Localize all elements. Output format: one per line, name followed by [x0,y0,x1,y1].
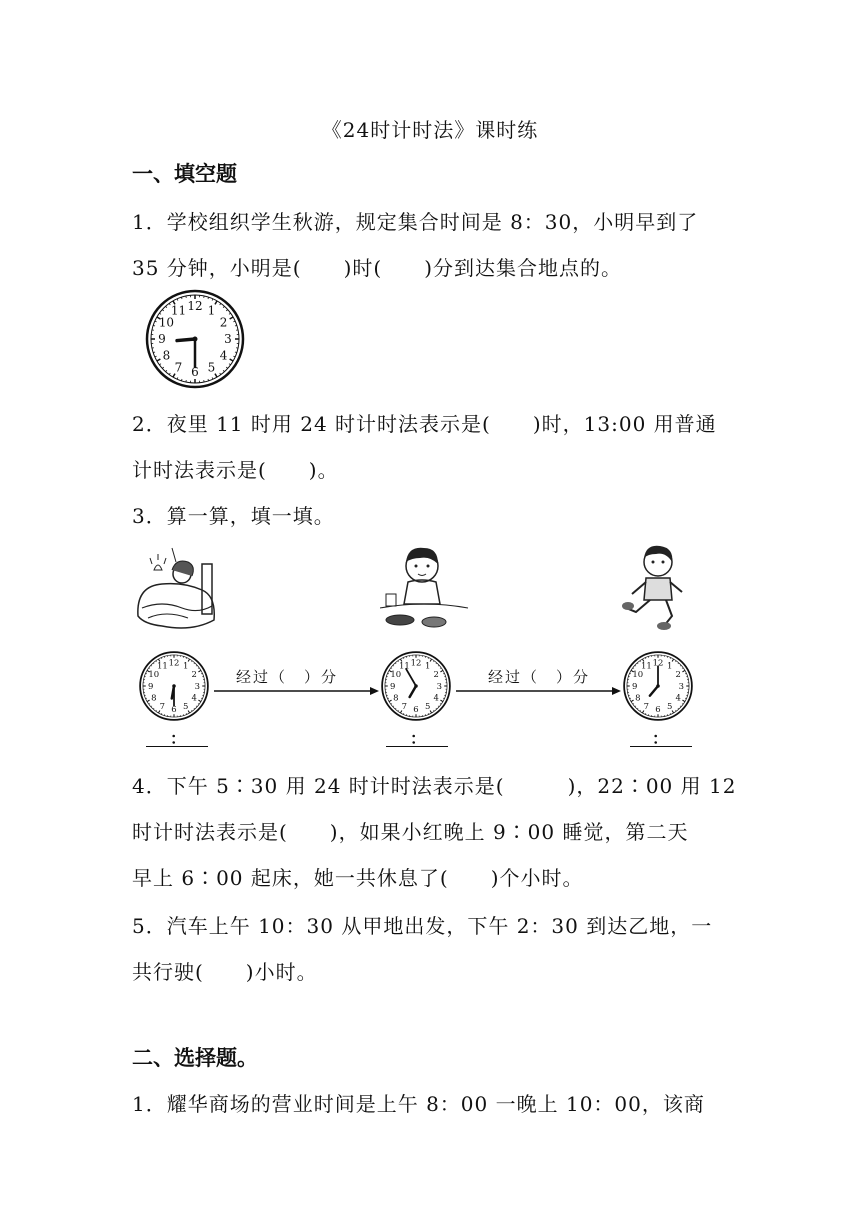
clock-number: 2 [675,669,681,680]
clock-number: 4 [675,692,681,703]
clock-number: 9 [390,680,396,691]
arrow-right-icon [456,682,622,701]
clock-number: 3 [224,332,232,346]
clock-number: 9 [148,680,154,691]
clock-number: 8 [635,692,641,703]
clock-number: 10 [390,669,402,680]
clock-number: 11 [156,660,168,671]
q3-clock1-icon [138,650,210,722]
q3-clock3-icon [622,650,694,722]
clock-number: 11 [640,660,652,671]
q2-line1: 2．夜里 11 时用 24 时计时法表示是( )时，13:00 用普通 [132,412,717,436]
q3-line1: 3．算一算，填一填。 [132,504,335,528]
clock-number: 4 [219,348,228,363]
q5-line2: 共行驶( )小时。 [132,960,318,984]
clock-number: 10 [148,669,160,680]
clock-number: 1 [424,660,431,671]
clock-number: 5 [666,700,673,711]
clock-number: 8 [393,692,399,703]
clock-number: 3 [194,680,200,691]
answer-colon: ： [410,729,427,748]
clock-number: 11 [170,303,187,318]
q1-line1: 1．学校组织学生秋游，规定集合时间是 8：30，小明早到了 [132,210,699,234]
clock-number: 5 [424,700,431,711]
clock-number: 7 [159,700,166,711]
answer-colon: ： [652,729,669,748]
clock-number: 5 [182,700,189,711]
clock-number: 7 [401,700,408,711]
girl-sleeping-picture [132,546,222,636]
q4-line3: 早上 6∶00 起床，她一共休息了( )个小时。 [132,866,584,890]
q4-line2: 时计时法表示是( )，如果小红晚上 9∶00 睡觉，第二天 [132,820,689,844]
clock-number: 10 [632,669,644,680]
clock-number: 7 [174,360,183,375]
clock-number: 4 [191,692,197,703]
clock-number: 11 [398,660,410,671]
clock-number: 2 [433,669,439,680]
arrow1-label: 经过（ ）分 [236,668,339,686]
clock-number: 9 [158,332,166,346]
clock-number: 12 [187,299,203,313]
q2-line2: 计时法表示是( )。 [132,458,339,482]
boy-running-picture [622,542,692,636]
clock-number: 1 [207,303,216,318]
clock-number: 1 [182,660,189,671]
s2-q1-line1: 1．耀华商场的营业时间是上午 8：00 一晚上 10：00，该商 [132,1092,705,1116]
clock-number: 6 [655,704,661,715]
clock-number: 4 [433,692,439,703]
clock-number: 2 [219,315,228,330]
arrow-right-icon [214,682,380,701]
boy-eating-picture [380,542,470,636]
clock-number: 5 [207,360,216,375]
clock-number: 3 [436,680,442,691]
clock-number: 12 [652,657,664,668]
section-heading-choice: 二、选择题。 [132,1046,258,1070]
q4-line1: 4．下午 5∶30 用 24 时计时法表示是( )，22∶00 用 12 [132,774,737,798]
clock-number: 9 [632,680,638,691]
clock-number: 6 [413,704,419,715]
clock-number: 6 [171,704,177,715]
clock-number: 2 [191,669,197,680]
clock-number: 8 [162,348,171,363]
answer-blank[interactable] [630,746,692,747]
q5-line1: 5．汽车上午 10：30 从甲地出发，下午 2：30 到达乙地，一 [132,914,713,938]
clock-number: 1 [666,660,673,671]
answer-blank[interactable] [146,746,208,747]
q1-clock-icon [144,288,246,390]
clock-number: 12 [168,657,180,668]
clock-number: 7 [643,700,650,711]
clock-number: 8 [151,692,157,703]
clock-number: 6 [191,365,199,379]
arrow2-label: 经过（ ）分 [488,668,591,686]
clock-number: 3 [678,680,684,691]
answer-blank[interactable] [386,746,448,747]
q3-clock2-icon [380,650,452,722]
page-title: 《24时计时法》课时练 [321,118,539,142]
answer-colon: ： [170,729,187,748]
clock-number: 12 [410,657,422,668]
q1-line2: 35 分钟，小明是( )时( )分到达集合地点的。 [132,256,623,280]
section-heading-fill-blank: 一、填空题 [132,162,237,186]
clock-number: 10 [158,315,175,330]
